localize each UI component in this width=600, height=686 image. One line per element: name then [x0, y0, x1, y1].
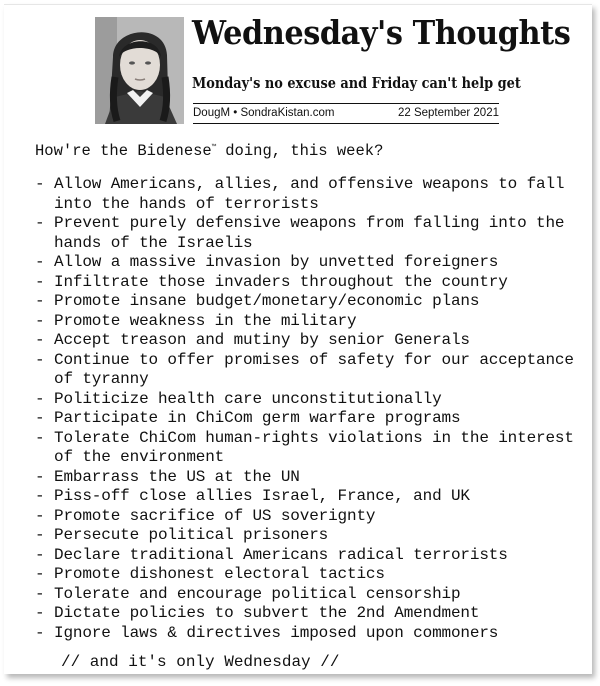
- list-item-text: Promote weakness in the military: [54, 311, 357, 330]
- bullet-dash: -: [35, 175, 45, 193]
- bullet-dash: -: [35, 545, 45, 564]
- list-item-text: Prevent purely defensive weapons from falling into the hands of the Israelis: [54, 214, 574, 252]
- list-item-text: Dictate policies to subvert the 2nd Amendment: [54, 604, 480, 622]
- list-item: [35, 487, 595, 507]
- page-subtitle: Monday's no excuse and Friday can't help get: [192, 74, 521, 92]
- bullet-dash: -: [35, 409, 45, 427]
- list-item-text: Promote dishonest electoral tactics: [54, 565, 385, 583]
- list-item: [35, 604, 595, 624]
- list-item: [35, 390, 595, 410]
- bullet-dash: -: [35, 214, 45, 232]
- list-item: [35, 624, 595, 644]
- list-item: [35, 253, 595, 273]
- list-item-text: Politicize health care unconstitutionally: [54, 389, 442, 408]
- trademark-symbol: ™: [211, 144, 216, 152]
- bullet-dash: -: [35, 272, 45, 291]
- bullet-dash: -: [35, 428, 45, 447]
- list-item-text: Participate in ChiCom germ warfare programs: [54, 409, 461, 427]
- bullet-dash: -: [35, 331, 45, 349]
- list-item: [35, 565, 595, 585]
- list-item-text: Piss-off close allies Israel, France, and UK: [54, 487, 470, 505]
- list-item: [35, 312, 595, 332]
- bullet-dash: -: [35, 623, 45, 642]
- article-card: [4, 4, 592, 674]
- list-item: [35, 331, 595, 351]
- list-item: [35, 273, 595, 293]
- list-item: [35, 409, 595, 429]
- list-item-text: Infiltrate those invaders throughout the country: [54, 272, 508, 291]
- bullet-dash: -: [35, 487, 45, 505]
- bullet-dash: -: [35, 506, 45, 525]
- bullet-dash: -: [35, 292, 45, 310]
- list-item-text: Promote sacrifice of US soverignty: [54, 506, 376, 525]
- list-item: [35, 468, 595, 488]
- list-item: [35, 292, 595, 312]
- thoughts-list: [35, 175, 595, 643]
- closing-line: // and it's only Wednesday //: [61, 653, 340, 671]
- publish-date: 22 September 2021: [397, 107, 499, 119]
- author-site: DougM • SondraKistan.com: [193, 107, 335, 119]
- intro-text-after: doing, this week?: [215, 142, 384, 160]
- intro-question: [35, 138, 383, 161]
- page-title: Wednesday's Thoughts: [192, 13, 571, 52]
- list-item: [35, 175, 595, 214]
- bullet-dash: -: [35, 350, 45, 369]
- list-item: [35, 429, 595, 468]
- bullet-dash: -: [35, 467, 45, 486]
- list-item-text: Continue to offer promises of safety for our acceptance of tyranny: [54, 350, 584, 388]
- bullet-dash: -: [35, 604, 45, 622]
- list-item-text: Promote insane budget/monetary/economic plans: [54, 292, 480, 310]
- bullet-dash: -: [35, 253, 45, 271]
- list-item: [35, 507, 595, 527]
- list-item-text: Allow a massive invasion by unvetted foreigners: [54, 253, 499, 271]
- list-item: [35, 526, 595, 546]
- list-item-text: Accept treason and mutiny by senior Generals: [54, 331, 470, 349]
- list-item-text: Ignore laws & directives imposed upon commoners: [54, 623, 499, 642]
- list-item: [35, 351, 595, 390]
- bullet-dash: -: [35, 311, 45, 330]
- list-item-text: Persecute political prisoners: [54, 526, 329, 544]
- list-item-text: Allow Americans, allies, and offensive weapons to fall into the hands of terrorists: [54, 175, 574, 213]
- bullet-dash: -: [35, 526, 45, 544]
- intro-text-before: How're the Bidenese: [35, 142, 212, 160]
- bullet-dash: -: [35, 584, 45, 603]
- list-item-text: Declare traditional Americans radical terrorists: [54, 545, 508, 564]
- portrait-photo-icon: [95, 17, 184, 124]
- list-item-text: Tolerate and encourage political censorship: [54, 584, 461, 603]
- list-item-text: Embarrass the US at the UN: [54, 467, 300, 486]
- list-item-text: Tolerate ChiCom human-rights violations in the interest of the environment: [54, 428, 584, 466]
- list-item: [35, 546, 595, 566]
- bullet-dash: -: [35, 565, 45, 583]
- bullet-dash: -: [35, 389, 45, 408]
- list-item: [35, 585, 595, 605]
- list-item: [35, 214, 595, 253]
- byline: [193, 103, 499, 124]
